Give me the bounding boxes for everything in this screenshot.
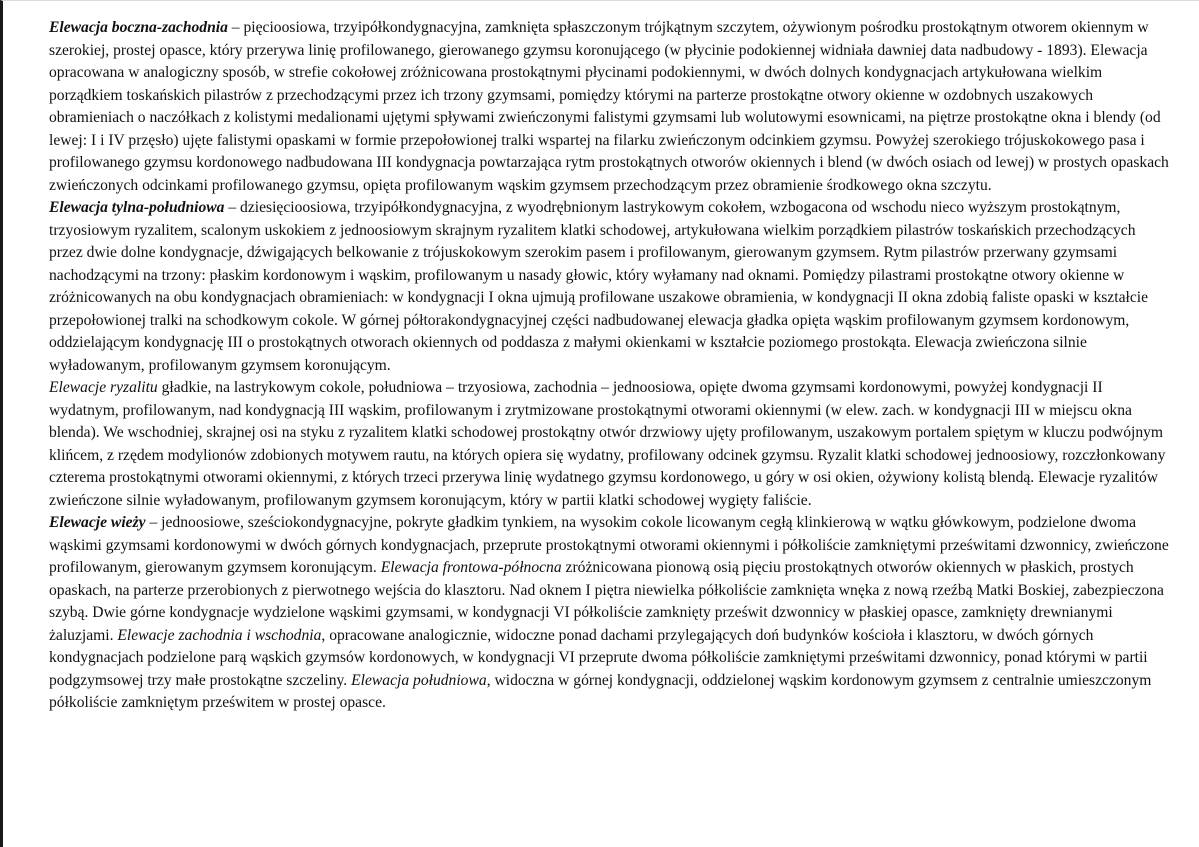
paragraph-text-tower-part-3: , opracowane analogicznie, widoczne ponad dachami przylegających doń budynków kościoła i klasztoru, w dwóch górnych kondygnacjach podzielone parą wąskich gzymsów kordonowych, w kondygnacji VI przeprute dwoma półkoliście zamkniętymi prześwitami dzwonnicy, ponad którymi w partii podgzymsowej trzy małe prostokątne szczeliny. <box>49 626 1148 689</box>
paragraph-heading-risalit-elevations: Elewacje ryzalitu <box>49 379 158 396</box>
paragraph-text-risalit-elevations: gładkie, na lastrykowym cokole, południowa – trzyosiowa, zachodnia – jednoosiowa, opięte dwoma gzymsami kordonowymi, powyżej kondygnacji II wydatnym, profilowanym, nad kondygnacją III wąskim, profilowanym i zrytmizowane prostokątnymi otworami okiennymi (w elew. zach. w kondygnacji III w miejscu okna blenda). We wschodniej, skrajnej osi na styku z ryzalitem klatki schodowej prostokątny otwór drzwiowy ujęty profilowanym, uszakowym portalem spiętym w kluczu podwójnym klińcem, z rzędem modylionów zdobionych motywem rautu, na których opiera się wydatny, profilowany odcinek gzymsu. Ryzalit klatki schodowej jednoosiowy, rozczłonkowany czterema prostokątnymi otworami okiennymi, z których trzeci przerywa linię wydatnego gzymsu kordonowego, u góry w osi okien, ożywiony kolistą blendą. Elewacje ryzalitów zwieńczone silnie wyładowanym, profilowanym gzymsem koronującym, który w partii klatki schodowej wygięty faliście. <box>49 379 1166 509</box>
document-body <box>49 17 1171 715</box>
subheading-north-front-elevation: Elewacja frontowa-północna <box>380 559 562 576</box>
paragraph-text-west-elevation: – pięcioosiowa, trzyipółkondygnacyjna, zamknięta spłaszczonym trójkątnym szczytem, ożywionym pośrodku prostokątnym otworem okiennym w szerokiej, prostej opasce, który przerywa linię profilowanego, gierowanego gzymsu koronującego (w płycinie podokiennej widniała dawniej data nadbudowy - 1893). Elewacja opracowana w analogiczny sposób, w strefie cokołowej zróżnicowana prostokątnymi płycinami podokiennymi, w dwóch dolnych kondygnacjach artykułowana wielkim porządkiem toskańskich pilastrów z przechodzącymi przez ich trzony gzymsami, pomiędzy którymi na parterze prostokątne otwory okienne w ozdobnych uszakowych obramieniach o naczółkach z kolistymi medalionami ujętymi spływami zwieńczonymi falistymi gzymsami lub wolutowymi esownicami, na piętrze prostokątne okna i blendy (od lewej: I i IV przęsło) ujęte falistymi opaskami w formie przepołowionej tralki wspartej na filarku zwieńczonym odcinkiem gzymsu. Powyżej szerokiego trójuskokowego pasa i profilowanego gzymsu kordonowego nadbudowana III kondygnacja powtarzająca rytm prostokątnych otworów okiennych i blend (w dwóch osiach od lewej) w prostych opaskach zwieńczonych odcinkami profilowanego gzymsu, opięta profilowanym wąskim gzymsem przechodzącym przez obramienie środkowego okna szczytu. <box>49 19 1169 194</box>
paragraph-west-elevation <box>49 17 1171 197</box>
paragraph-text-south-elevation: – dziesięcioosiowa, trzyipółkondygnacyjna, z wyodrębnionym lastrykowym cokołem, wzbogacona od wschodu nieco wyższym prostokątnym, trzyosiowym ryzalitem, scalonym uskokiem z jednoosiowym skrajnym ryzalitem klatki schodowej, artykułowana wielkim porządkiem pilastrów toskańskich przechodzących przez dwie dolne kondygnacje, dźwigających belkowanie z trójuskokowym szerokim pasem i profilowanym, gierowanym gzymsem. Rytm pilastrów przerwany gzymsami nachodzącymi na trzony: płaskim kordonowym i wąskim, profilowanym u nasady głowic, który wyłamany nad oknami. Pomiędzy pilastrami prostokątne otwory okienne w zróżnicowanych na obu kondygnacjach obramieniach: w kondygnacji I okna ujmują profilowane uszakowe obramienia, w kondygnacji II okna zdobią faliste opaski w kształcie przepołowionej tralki na schodkowym cokole. W górnej półtorakondygnacyjnej części nadbudowanej elewacja gładka opięta wąskim profilowanym gzymsem kordonowym, oddzielającym kondygnację III o prostokątnych otworach okiennych od poddasza z małymi okienkami w kształcie poziomego prostokąta. Elewacja zwieńczona silnie wyładowanym, profilowanym gzymsem koronującym. <box>49 199 1148 374</box>
paragraph-text-tower-part-2: zróżnicowana pionową osią pięciu prostokątnych otworów okiennych w płaskich, prostych opaskach, na parterze przerobionych z pierwotnego wejścia do klasztoru. Nad oknem I piętra niewielka półkoliście zamknięta wnęka z nową rzeźbą Matki Boskiej, zabezpieczona szybą. Dwie górne kondygnacje wydzielone wąskimi gzymsami, w kondygnacji VI półkoliście zamknięty prześwit dzwonnicy w płaskiej opasce, zamknięty drewnianymi żaluzjami. <box>49 559 1164 644</box>
paragraph-risalit-elevations <box>49 377 1171 512</box>
subheading-south-tower-elevation: Elewacja południowa <box>351 671 487 689</box>
paragraph-text-tower-part-1: – jednoosiowe, sześciokondygnacyjne, pokryte gładkim tynkiem, na wysokim cokole licowanym cegłą klinkierową w wątku główkowym, podzielone dwoma wąskimi gzymsami kordonowymi w dwóch górnych kondygnacjach, przeprute prostokątnymi otworami okiennymi i półkoliście zamkniętymi prześwitami dzwonnicy, zwieńczone profilowanym, gierowanym gzymsem koronującym. <box>49 514 1169 576</box>
paragraph-text-tower-part-4: , widoczna w górnej kondygnacji, oddzielonej wąskim kordonowym gzymsem z centralnie umieszczonym półkoliście zamkniętym prześwitem w prostej opasce. <box>49 671 1152 711</box>
paragraph-tower-elevations <box>49 512 1171 715</box>
subheading-west-east-elevations: Elewacje zachodnia i wschodnia <box>117 626 322 644</box>
paragraph-heading-tower-elevations: Elewacje wieży <box>49 514 146 531</box>
paragraph-heading-south-elevation: Elewacja tylna-południowa <box>49 199 225 216</box>
paragraph-heading-west-elevation: Elewacja boczna-zachodnia <box>49 19 228 36</box>
paragraph-south-elevation <box>49 197 1171 377</box>
